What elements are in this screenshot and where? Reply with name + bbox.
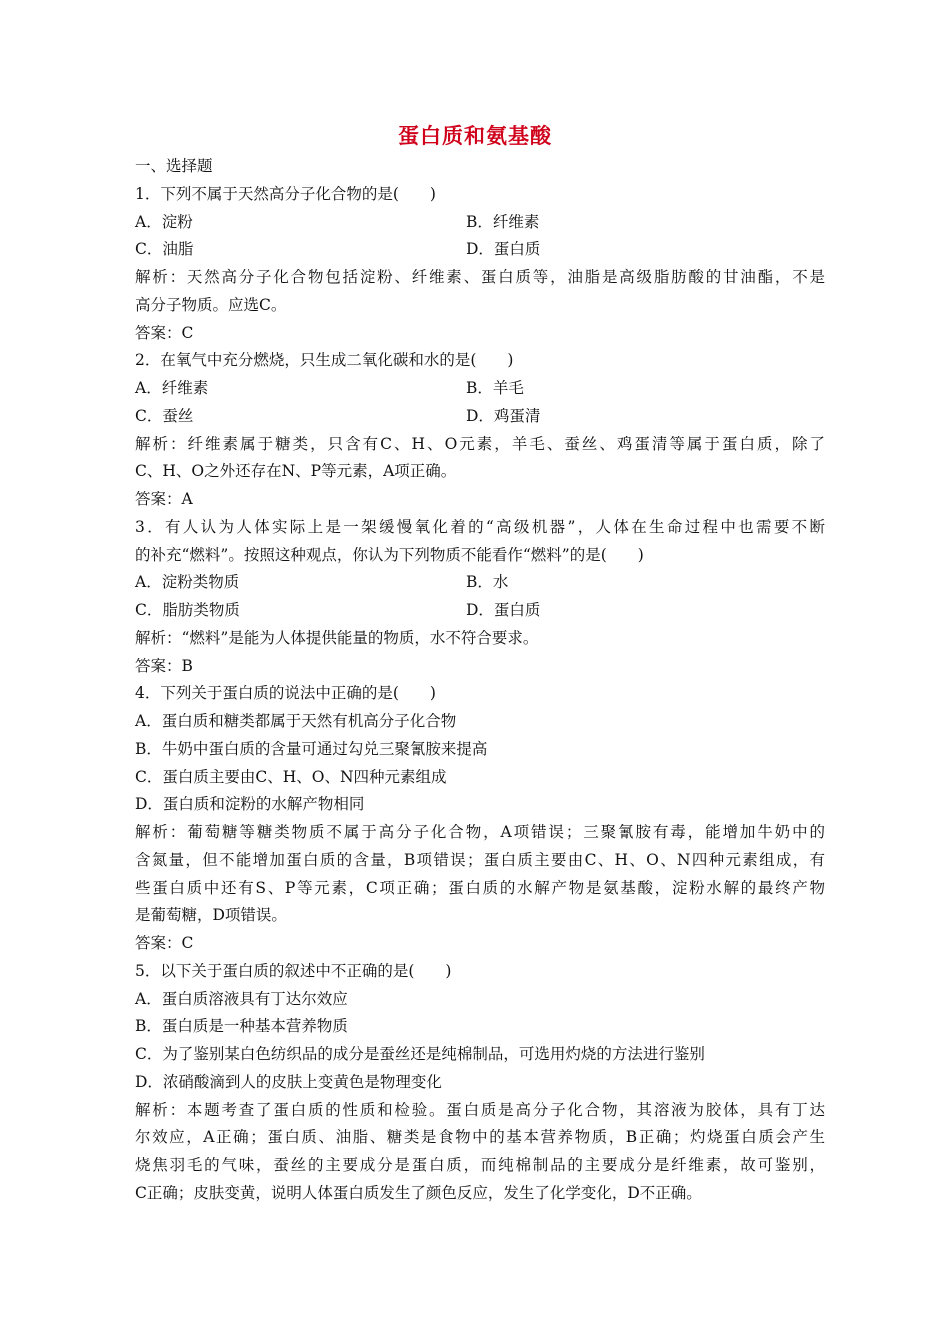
analysis-line: 解析：葡萄糖等糖类物质不属于高分子化合物，A项错误；三聚氰胺有毒，能增加牛奶中的 [135,823,825,841]
analysis-line: 解析：纤维素属于糖类，只含有C、H、O元素，羊毛、蚕丝、鸡蛋清等属于蛋白质，除了 [135,434,825,453]
options-row [135,569,825,597]
question-stem: 的补充“燃料”。按照这种观点，你认为下列物质不能看作“燃料”的是( ) [135,545,644,564]
option-b: B．牛奶中蛋白质的含量可通过勾兑三聚氰胺来提高 [135,739,488,758]
options-row [135,236,825,264]
question-stem: 1．下列不属于天然高分子化合物的是( ) [135,184,436,203]
options-row [135,209,825,237]
question-stem: 5．以下关于蛋白质的叙述中不正确的是( ) [135,961,452,980]
option-c: C．蛋白质主要由C、H、O、N四种元素组成 [135,767,447,786]
analysis-line: 尔效应，A正确；蛋白质、油脂、糖类是食物中的基本营养物质，B正确；灼烧蛋白质会产生 [135,1128,825,1147]
question-5 [135,958,825,1208]
option-d: D．蛋白质和淀粉的水解产物相同 [135,795,365,814]
question-stem: 2．在氧气中充分燃烧，只生成二氧化碳和水的是( ) [135,351,514,370]
option-c: C．为了鉴别某白色纺织品的成分是蚕丝还是纯棉制品，可选用灼烧的方法进行鉴别 [135,1045,705,1063]
analysis-line: 高分子物质。应选C。 [135,295,287,314]
analysis-line: 解析：天然高分子化合物包括淀粉、纤维素、蛋白质等，油脂是高级脂肪酸的甘油酯，不是 [135,268,825,286]
question-2 [135,347,825,514]
question-1 [135,181,825,348]
answer: 答案：C [135,323,194,342]
options-row [135,403,825,431]
option-d: D．浓硝酸滴到人的皮肤上变黄色是物理变化 [135,1072,442,1091]
option-a: A．淀粉类物质 [135,573,240,592]
options-row [135,375,825,403]
question-3 [135,514,825,681]
option-c: C．蚕丝 [135,406,194,425]
option-a: A．蛋白质溶液具有丁达尔效应 [135,989,348,1008]
section-heading: 一、选择题 [135,157,213,175]
option-b: B．蛋白质是一种基本营养物质 [135,1017,348,1036]
option-b: B．纤维素 [466,212,540,231]
option-c: C．油脂 [135,240,194,259]
analysis-line: C、H、O之外还存在N、P等元素，A项正确。 [135,462,457,481]
analysis-line: 解析：本题考查了蛋白质的性质和检验。蛋白质是高分子化合物，其溶液为胶体，具有丁达 [135,1100,825,1119]
option-c: C．脂肪类物质 [135,601,240,619]
option-b: B．羊毛 [466,379,524,397]
option-d: D．蛋白质 [466,601,541,619]
question-stem: 4．下列关于蛋白质的说法中正确的是( ) [135,684,436,703]
document-body [135,153,825,1208]
question-4 [135,680,825,958]
option-a: A．蛋白质和糖类都属于天然有机高分子化合物 [135,712,457,730]
answer: 答案：B [135,656,193,675]
question-stem: 3．有人认为人体实际上是一架缓慢氧化着的“高级机器”，人体在生命过程中也需要不断 [135,517,825,536]
answer: 答案：C [135,934,194,952]
page-title: 蛋白质和氨基酸 [398,124,552,148]
option-b: B．水 [466,573,509,592]
answer: 答案：A [135,490,193,508]
analysis-line: 烧焦羽毛的气味，蚕丝的主要成分是蛋白质，而纯棉制品的主要成分是纤维素，故可鉴别， [135,1156,825,1174]
analysis-line: 些蛋白质中还有S、P等元素，C项正确；蛋白质的水解产物是氨基酸，淀粉水解的最终产物 [135,878,825,897]
analysis-line: 含氮量，但不能增加蛋白质的含量，B项错误；蛋白质主要由C、H、O、N四种元素组成，有 [135,850,825,869]
analysis-line: C正确；皮肤变黄，说明人体蛋白质发生了颜色反应，发生了化学变化，D不正确。 [135,1183,702,1202]
option-d: D．蛋白质 [466,240,541,259]
analysis-line: 解析：“燃料”是能为人体提供能量的物质，水不符合要求。 [135,628,539,647]
option-d: D．鸡蛋清 [466,406,541,425]
option-a: A．淀粉 [135,212,193,231]
analysis-line: 是葡萄糖，D项错误。 [135,906,287,925]
option-a: A．纤维素 [135,379,209,397]
options-row [135,597,825,625]
